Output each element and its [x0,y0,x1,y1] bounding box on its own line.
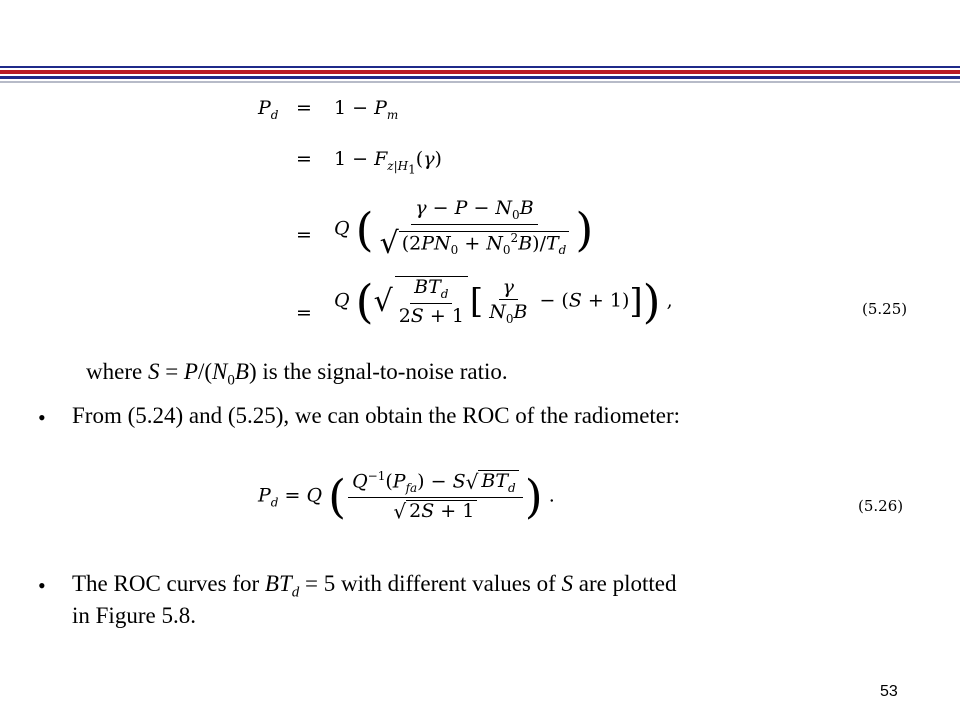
bullet-2-line1: The ROC curves for $BT_d = 5$ with different values of S are plotted [72,571,677,601]
eq525-line4-rhs: Q (√ $\frac{BT_d}{2S + 1}$ [ $\frac{\gamma}{N_0B}$ − (S + 1)]) , [334,274,673,329]
bullet-2-line2: in Figure 5.8. [72,603,196,628]
eq525-line1-rhs: $1 - P_m$ [334,97,399,122]
equation-5-26: $P_d = Q$ ( $\frac{Q^{-1}(P_{fa}) - S√ BT_d}{√ 2S + 1}$ ) . [258,469,555,524]
eq525-rel1: = [296,97,312,119]
eq525-rel3: = [296,224,312,246]
bullet-1-symbol: • [38,405,46,430]
eq525-rel4: = [296,302,312,324]
eq525-line2-rhs: $1 - F_{z|H_1}(\gamma)$ [334,148,442,177]
header-stripe-grey [0,81,960,83]
where-line: where $S = P/(N_0B)$ is the signal-to-noise ratio. [86,359,508,389]
eq525-number: (5.25) [862,300,908,318]
page-number: 53 [880,683,898,700]
header-stripe-blue-top [0,66,960,68]
bullet-1-text: From (5.24) and (5.25), we can obtain the ROC of the radiometer: [72,403,681,428]
eq525-line3-rhs: Q ( $\frac{\gamma - P - N_0B}{√ (2PN_0 + N_0^2B)/T_d}$ ) [334,197,594,261]
bullet-2-symbol: • [38,573,46,598]
header-stripe-red [0,70,960,74]
eq526-number: (5.26) [858,497,904,515]
eq525-lhs: $P_d$ [258,97,279,122]
header-stripe-blue-bottom [0,76,960,79]
eq525-rel2: = [296,148,312,170]
